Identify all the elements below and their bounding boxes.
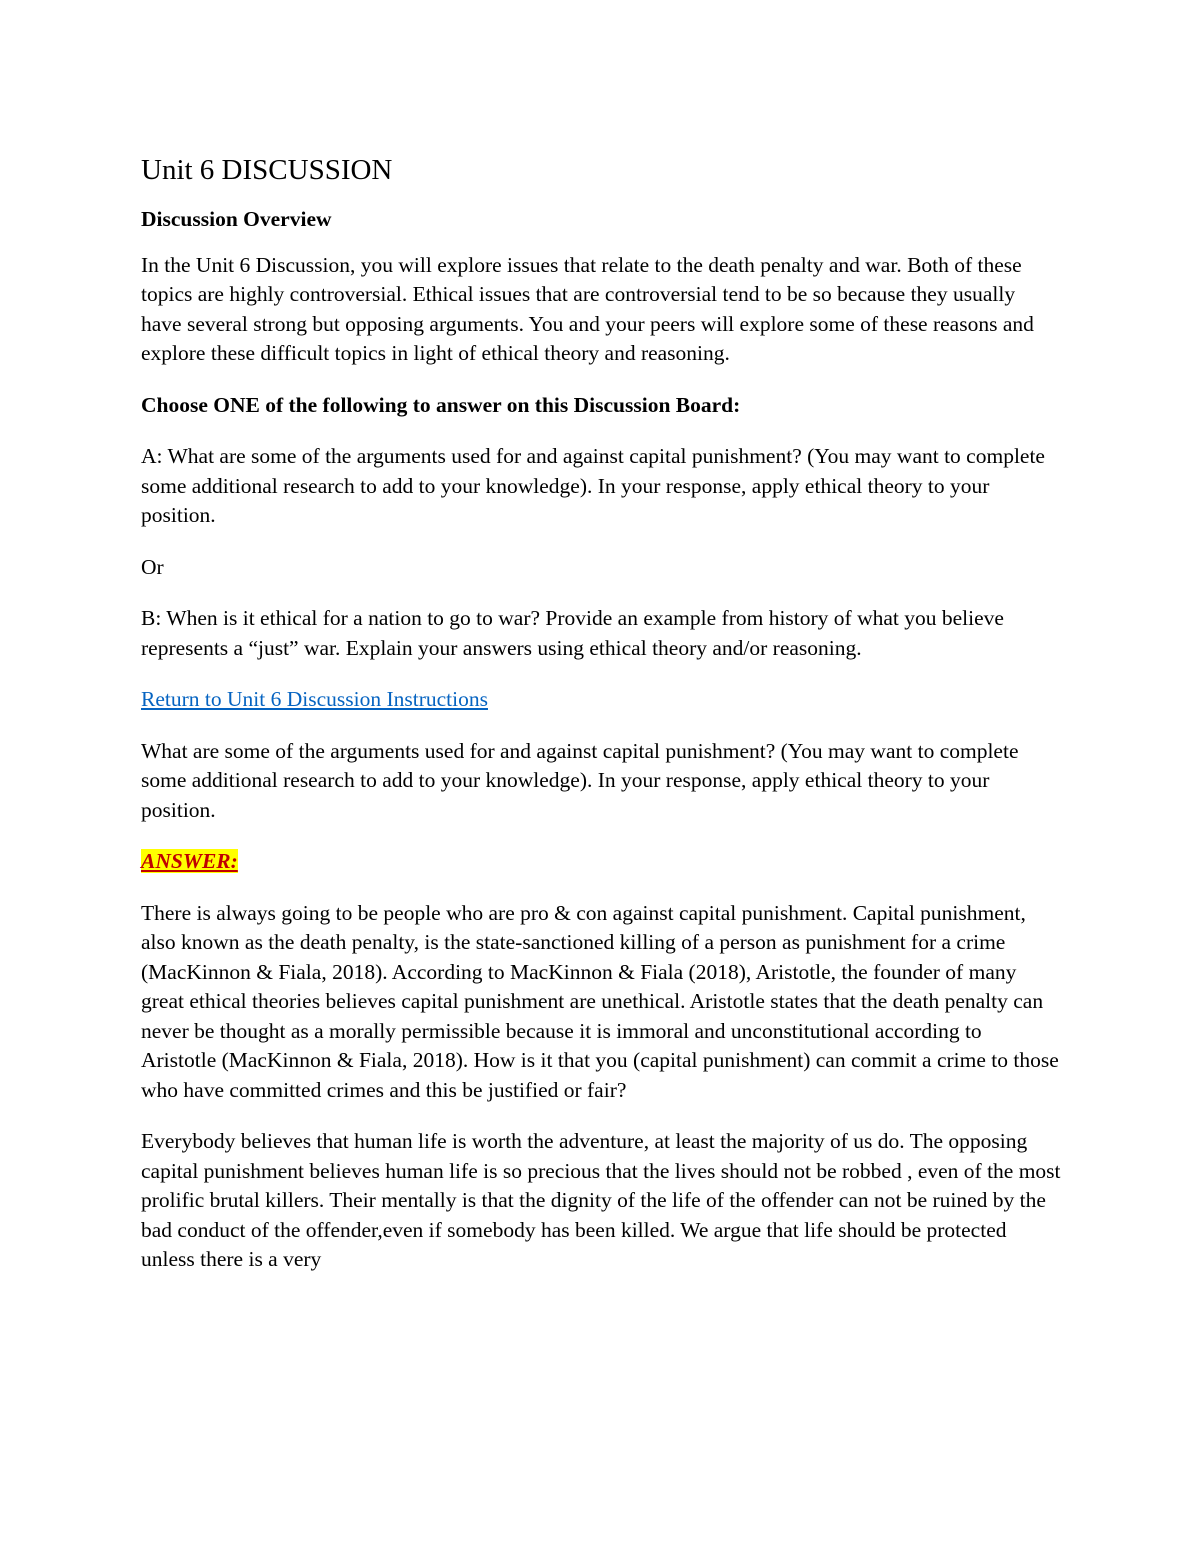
overview-paragraph: In the Unit 6 Discussion, you will explore issues that relate to the death penalty and war. Both of these topics are highly controversial. Ethical issues that are controversial tend to be so because they usually have several strong but opposing arguments. You and your peers will explore some of these reasons and explore these difficult topics in light of ethical theory and reasoning. — [141, 252, 1034, 365]
answer-paragraph-2: Everybody believes that human life is worth the adventure, at least the majority of us do. The opposing capital punishment believes human life is so precious that the lives should not be robbed , even of the most prolific brutal killers. Their mentally is that the dignity of the life of the offender can not be ruined by the bad conduct of the offender,even if somebody has been killed. We argue that life should be protected unless there is a very — [141, 1129, 1061, 1271]
choose-heading: Choose ONE of the following to answer on this Discussion Board: — [141, 392, 741, 417]
return-link-paragraph — [141, 685, 1061, 715]
document-title: Unit 6 DISCUSSION — [141, 154, 393, 186]
answer-paragraph-1: There is always going to be people who are pro & con against capital punishment. Capital punishment, also known as the death penalty, is the state-sanctioned killing of a person as punishment for a crime (MacKinnon & Fiala, 2018). According to MacKinnon & Fiala (2018), Aristotle, the founder of many great ethical theories believes capital punishment are unethical. Aristotle states that the death penalty can never be thought as a morally permissible because it is immoral and unconstitutional according to Aristotle (MacKinnon & Fiala, 2018). How is it that you (capital punishment) can commit a crime to those who have committed crimes and this be justified or fair? — [141, 900, 1059, 1102]
answer-label-paragraph — [141, 847, 1061, 877]
question-repeat-paragraph: What are some of the arguments used for and against capital punishment? (You may want to complete some additional research to add to your knowledge). In your response, apply ethical theory to your position. — [141, 738, 1019, 822]
document-body — [141, 150, 1061, 1297]
answer-label: ANSWER: — [141, 849, 238, 873]
return-to-instructions-link[interactable]: Return to Unit 6 Discussion Instructions — [141, 687, 488, 711]
overview-heading: Discussion Overview — [141, 207, 332, 231]
option-b-paragraph: B: When is it ethical for a nation to go to war? Provide an example from history of what you believe represents a “just” war. Explain your answers using ethical theory and/or reasoning. — [141, 606, 1004, 660]
option-a-paragraph: A: What are some of the arguments used for and against capital punishment? (You may want to complete some additional research to add to your knowledge). In your response, apply ethical theory to your position. — [141, 444, 1045, 527]
or-text: Or — [141, 554, 164, 579]
